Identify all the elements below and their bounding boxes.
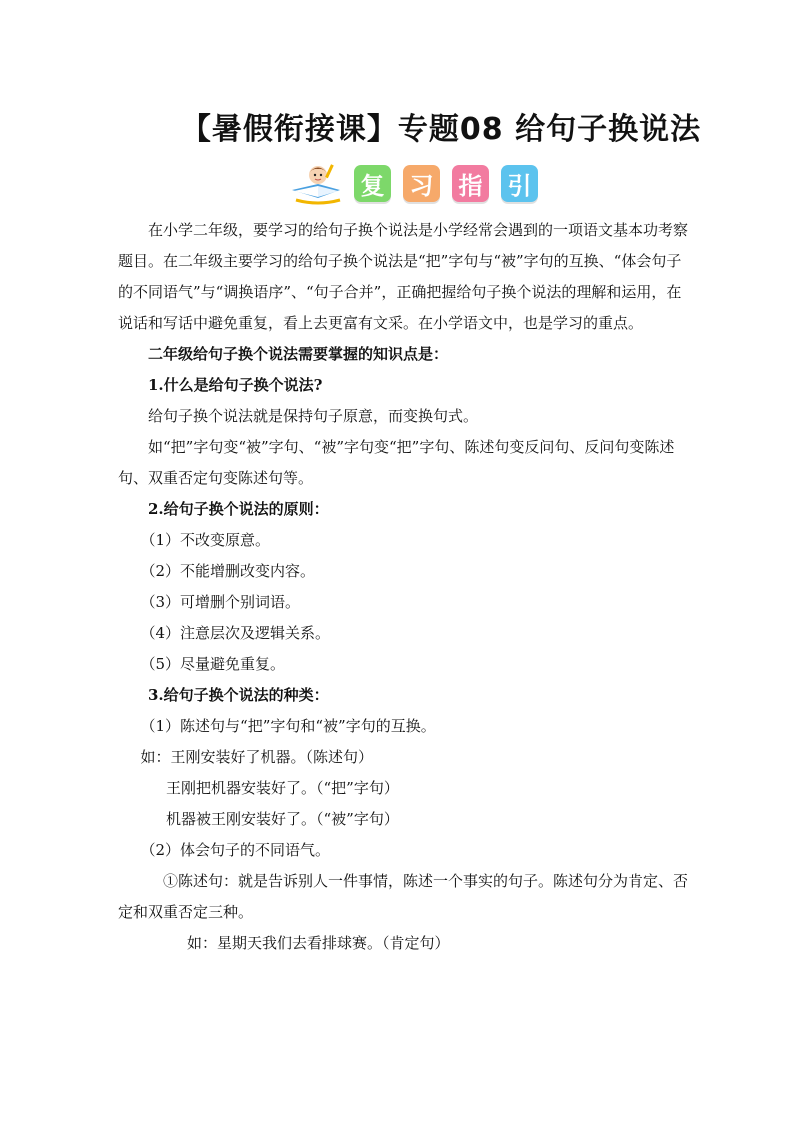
- section-1-title: 1.什么是给句子换个说法?: [148, 376, 323, 394]
- page-title: 【暑假衔接课】专题08 给句子换说法: [180, 112, 702, 147]
- knowledge-heading: 二年级给句子换个说法需要掌握的知识点是：: [148, 345, 449, 363]
- section-1-definition: 给句子换个说法就是保持句子原意，而变换句式。: [148, 407, 479, 425]
- intro-paragraph: 在小学二年级，要学习的给句子换个说法是小学经常会遇到的一项语文基本功考察题目。在二年级主要学习的给句子换个说法是“把”字句与“被”字句的互换、“体会句子的不同语气”与“调换语序”、“句子合并”，正确把握给句子换个说法的理解和运用，在说话和写话中避免重复，看上去更富有文采。在小学语文中，也是学习的重点。: [118, 221, 689, 332]
- document-body: [118, 215, 688, 959]
- example-line: 王刚把机器安装好了。（“把”字句）: [166, 779, 399, 797]
- tile-xi: 习: [403, 165, 440, 202]
- tile-fu: 复: [354, 165, 391, 202]
- section-3-title: 3.给句子换个说法的种类：: [148, 686, 329, 704]
- review-guide-banner: [288, 160, 550, 206]
- principle-item: （2）不能增删改变内容。: [140, 562, 316, 580]
- example-line: 机器被王刚安装好了。（“被”字句）: [166, 810, 399, 828]
- example-line: 如：王刚安装好了机器。（陈述句）: [140, 748, 374, 766]
- principle-item: （1）不改变原意。: [140, 531, 271, 549]
- tile-zhi: 指: [452, 165, 489, 202]
- type-1: （1）陈述句与“把”字句和“被”字句的互换。: [140, 717, 436, 735]
- student-reading-icon: [288, 160, 346, 206]
- tile-yin: 引: [501, 165, 538, 202]
- section-2-title: 2.给句子换个说法的原则：: [148, 500, 329, 518]
- example-line: 如：星期天我们去看排球赛。（肯定句）: [187, 934, 450, 952]
- type-2: （2）体会句子的不同语气。: [140, 841, 331, 859]
- principle-item: （3）可增删个别词语。: [140, 593, 301, 611]
- declarative-definition: ①陈述句：就是告诉别人一件事情，陈述一个事实的句子。陈述句分为肯定、否定和双重否定三种。: [118, 872, 689, 921]
- section-1-examples: 如“把”字句变“被”字句、“被”字句变“把”字句、陈述句变反问句、反问句变陈述句、双重否定句变陈述句等。: [118, 438, 675, 487]
- principle-item: （4）注意层次及逻辑关系。: [140, 624, 331, 642]
- principle-item: （5）尽量避免重复。: [140, 655, 286, 673]
